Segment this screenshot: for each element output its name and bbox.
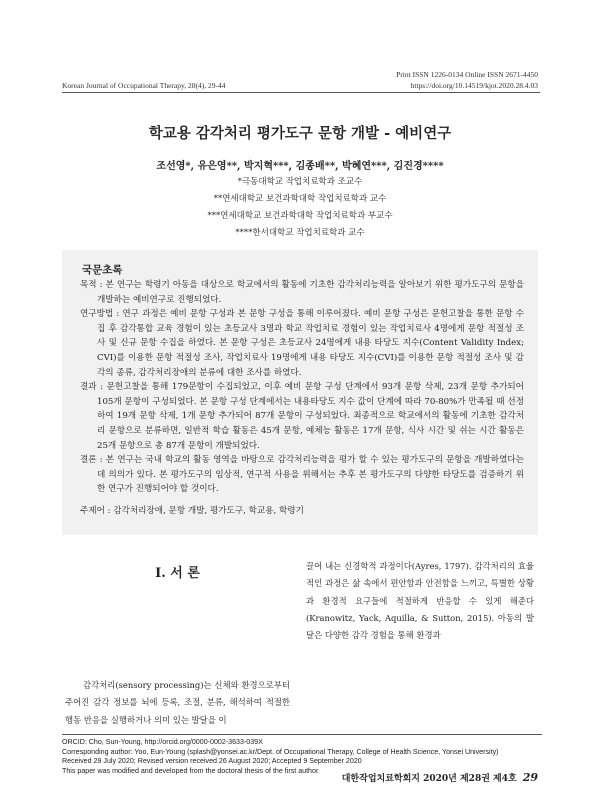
abstract-methods: 연구방법 : 연구 과정은 예비 문항 구성과 본 문항 구성을 통해 이루어졌다. 예비 문항 구성은 문헌고찰을 통한 문항 수집 후 감각통합 교육 경험이 있는 초등교사 3명과 학교 작업치료 경험이 있는 작업치료사 4명에게 문항 적절성 조사 및 신규 문항 수집을 하였다. 본 문항 구성은 초등교사 24명에게 내용 타당도 지수(Content Validity Index; CVI)를 이용한 문항 적절성 조사, 작업치료사 19명에게 내용 타당도 지수(CVI)를 이용한 문항 적절성 조사 및 감각의 종류, 감각처리장애의 분류에 대한 조사를 하였다. <box>80 309 524 378</box>
affiliation: *극동대학교 작업치료학과 조교수 <box>237 177 363 187</box>
abstract-box <box>62 250 538 535</box>
paper-title: 학교용 감각처리 평가도구 문항 개발 - 예비연구 <box>148 125 452 142</box>
corresponding-author-note: Corresponding author: Yoo, Eun-Young (splash@yonsei.ac.kr/Dept. of Occupational Therapy, College of Health Science, Yonsei University) <box>62 747 499 756</box>
orcid-note: ORCID: Cho, Sun-Young, http://orcid.org/0000-0002-3633-039X <box>62 738 263 746</box>
abstract-results: 결과 : 문헌고찰을 통해 179문항이 수집되었고, 이후 예비 문항 구성 단계에서 93개 문항 삭제, 23개 문항 추가되어 105개 문항이 구성되었다. 본 문항 구성 단계에서는 내용타당도 지수 값이 단계에 따라 70-80%가 만족될 때 선정하여 19개 문항 삭제, 1개 문항 추가되어 87개 문항이 구성되었다. 최종적으로 학교에서의 활동에 기초한 감각처리 문항으로 분류하면, 일반적 학습 활동은 45개 문항, 예체능 활동은 17개 문항, 식사 시간 및 쉬는 시간 활동은 25개 문항으로 총 87개 문항이 개발되었다. <box>80 382 524 451</box>
doi-link[interactable]: https://doi.org/10.14519/kjot.2020.28.4.03 <box>410 81 538 90</box>
body-column-left <box>65 677 290 729</box>
intro-paragraph-continued: 끌어 내는 신경학적 과정이다(Ayres, 1797). 감각처리의 효율적인 과정은 삶 속에서 편안함과 안전함을 느끼고, 특별한 상황과 환경적 요구들에 적절하게 반응할 수 있게 해준다(Kranowitz, Yack, Aquilla, & Sutton, 2015). 아동의 발달은 다양한 감각 경험을 통해 환경과 <box>306 561 534 641</box>
issn-line: Print ISSN 1226-0134 Online ISSN 2671-4450 <box>396 70 538 79</box>
abstract-purpose: 목적 : 본 연구는 학령기 아동을 대상으로 학교에서의 활동에 기초한 감각처리능력을 알아보기 위한 평가도구의 문항을 개발하는 예비연구로 진행되었다. <box>80 280 524 305</box>
section-heading-introduction: Ⅰ. 서 론 <box>155 566 200 581</box>
footnote-rule <box>62 734 542 735</box>
intro-paragraph: 감각처리(sensory processing)는 신체와 환경으로부터 주어진 감각 정보를 뇌에 등록, 조절, 분류, 해석하여 적절한 행동 반응을 실행하거나 의미 있는 발달을 이 <box>65 680 290 725</box>
thesis-note: This paper was modified and developed from the doctoral thesis of the first author. <box>62 766 320 775</box>
keywords: 주제어 : 감각처리장애, 문항 개발, 평가도구, 학교용, 학령기 <box>80 506 304 516</box>
journal-citation: Korean Journal of Occupational Therapy, 28(4), 29-44 <box>62 81 226 90</box>
affiliation: ****한서대학교 작업치료학과 교수 <box>235 228 365 238</box>
affiliation: **연세대학교 보건과학대학 작업치료학과 교수 <box>213 194 387 204</box>
body-column-right <box>306 558 534 644</box>
author-list: 조선영*, 유은영**, 박지혁***, 김종배**, 박혜연***, 김진경**** <box>156 161 444 172</box>
abstract-body <box>80 278 524 497</box>
journal-issue: 대한작업치료학회지 2020년 제28권 제4호 <box>341 774 517 784</box>
affiliation: ***연세대학교 보건과학대학 작업치료학과 부교수 <box>207 211 393 221</box>
abstract-conclusion: 결론 : 본 연구는 국내 학교의 활동 영역을 바탕으로 감각처리능력을 평가 할 수 있는 평가도구의 문항을 개발하였다는 데 의의가 있다. 본 평가도구의 임상적, 연구적 사용을 위해서는 추후 본 평가도구의 다양한 타당도를 검증하기 위한 연구가 진행되어야 할 것이다. <box>80 455 524 495</box>
header-rule <box>62 92 540 93</box>
page-number: 29 <box>522 771 538 784</box>
page-footer <box>342 771 538 784</box>
abstract-heading: 국문초록 <box>82 264 123 276</box>
received-dates-note: Received 29 July 2020; Revised version received 26 August 2020; Accepted 9 September 2020 <box>62 757 362 766</box>
